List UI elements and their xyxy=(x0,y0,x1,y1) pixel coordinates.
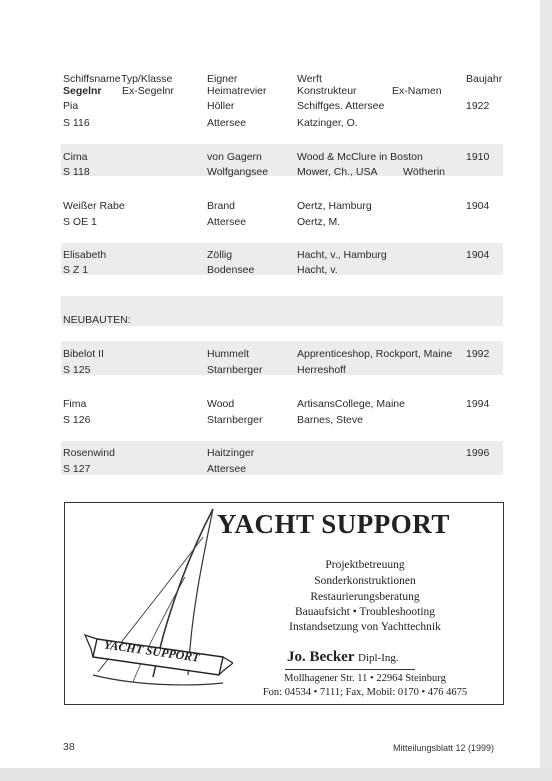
header-schiffsname: Schiffsname xyxy=(63,73,121,85)
ship-baujahr: 1922 xyxy=(466,100,490,112)
row-band xyxy=(61,243,503,275)
ship-revier: Attersee xyxy=(207,463,247,475)
ad-contact-name xyxy=(287,649,399,666)
ship-revier: Starnberger xyxy=(207,414,263,426)
ship-name: Bibelot II xyxy=(63,348,104,360)
yacht-support-ad xyxy=(64,502,504,705)
ship-eigner: Höller xyxy=(207,100,235,112)
section-heading: NEUBAUTEN: xyxy=(63,314,131,326)
ship-baujahr: 1992 xyxy=(466,348,490,360)
ship-werft: Oertz, Hamburg xyxy=(297,200,372,212)
ship-segelnr: S OE 1 xyxy=(63,216,97,228)
ship-eigner: Zöllig xyxy=(207,249,233,261)
page-number: 38 xyxy=(63,741,75,753)
ad-service: Projektbetreuung xyxy=(325,559,405,571)
ship-konstrukteur: Hacht, v. xyxy=(297,264,338,276)
ship-segelnr: S 126 xyxy=(63,414,91,426)
header-typklasse: Typ/Klasse xyxy=(121,73,173,85)
ship-exname: Wötherin xyxy=(403,166,446,178)
ship-name: Rosenwind xyxy=(63,447,115,459)
header-eigner: Eigner xyxy=(207,73,238,85)
ship-revier: Attersee xyxy=(207,117,247,129)
ship-baujahr: 1904 xyxy=(466,249,490,261)
ship-werft: Schiffges. Attersee xyxy=(297,100,385,112)
ship-revier: Wolfgangsee xyxy=(207,166,269,178)
ship-segelnr: S 116 xyxy=(63,117,90,129)
ship-konstrukteur: Barnes, Steve xyxy=(297,414,363,426)
header-konstrukteur: Konstrukteur xyxy=(297,85,357,97)
ship-segelnr: S Z 1 xyxy=(63,264,89,276)
ad-degree: Dipl-Ing. xyxy=(357,652,399,664)
ship-name: Weißer Rabe xyxy=(63,200,125,212)
publication-name: Mitteilungsblatt 12 (1999) xyxy=(393,743,495,753)
ship-werft: Apprenticeshop, Rockport, Maine xyxy=(297,348,453,360)
ship-revier: Attersee xyxy=(207,216,247,228)
ship-baujahr: 1904 xyxy=(466,200,490,212)
header-baujahr: Baujahr xyxy=(466,73,503,85)
sailboat-logo-icon xyxy=(73,507,233,702)
ship-name: Pia xyxy=(63,100,79,112)
header-heimatrevier: Heimatrevier xyxy=(207,85,267,97)
ad-service: Instandsetzung von Yachttechnik xyxy=(289,621,441,633)
ship-eigner: Wood xyxy=(207,398,235,410)
header-exnamen: Ex-Namen xyxy=(392,85,442,97)
ad-service: Restaurierungsberatung xyxy=(310,591,420,603)
ship-konstrukteur: Katzinger, O. xyxy=(297,117,358,129)
header-exsegelnr: Ex-Segelnr xyxy=(122,85,174,97)
ship-name: Elisabeth xyxy=(63,249,107,261)
ship-baujahr: 1910 xyxy=(466,151,490,163)
ship-konstrukteur: Mower, Ch., USA xyxy=(297,166,378,178)
ship-werft: ArtisansCollege, Maine xyxy=(297,398,405,410)
ship-eigner: Brand xyxy=(207,200,236,212)
ship-segelnr: S 118 xyxy=(63,166,90,178)
ship-werft: Hacht, v., Hamburg xyxy=(297,249,387,261)
ship-name: Fima xyxy=(63,398,87,410)
ad-service: Bauaufsicht • Troubleshooting xyxy=(294,606,436,618)
ship-eigner: von Gagern xyxy=(207,151,262,163)
page-edge-bottom xyxy=(0,768,552,781)
ad-title: YACHT SUPPORT xyxy=(217,509,450,539)
ad-service: Sonderkonstruktionen xyxy=(314,575,416,587)
ship-eigner: Hummelt xyxy=(207,348,250,360)
ad-phone: Fon: 04534 • 7111; Fax, Mobil: 0170 • 476 4675 xyxy=(262,687,468,698)
ship-segelnr: S 127 xyxy=(63,463,91,475)
ad-address: Mollhagener Str. 11 • 22964 Steinburg xyxy=(284,673,446,684)
ship-revier: Starnberger xyxy=(207,364,263,376)
header-werft: Werft xyxy=(297,73,322,85)
divider xyxy=(285,669,415,670)
ship-name: Cima xyxy=(63,151,88,163)
ship-segelnr: S 125 xyxy=(63,364,91,376)
page-edge xyxy=(540,0,552,781)
logo-banner-text: YACHT SUPPORT xyxy=(103,637,201,665)
ad-name: Jo. Becker xyxy=(287,649,355,665)
ship-baujahr: 1994 xyxy=(466,398,490,410)
ship-konstrukteur: Herreshoff xyxy=(297,364,346,376)
ship-revier: Bodensee xyxy=(207,264,255,276)
header-segelnr: Segelnr xyxy=(63,85,102,97)
row-band xyxy=(61,441,503,475)
ship-eigner: Haitzinger xyxy=(207,447,255,459)
ship-konstrukteur: Oertz, M. xyxy=(297,216,341,228)
ship-baujahr: 1996 xyxy=(466,447,490,459)
ship-werft: Wood & McClure in Boston xyxy=(297,151,423,163)
